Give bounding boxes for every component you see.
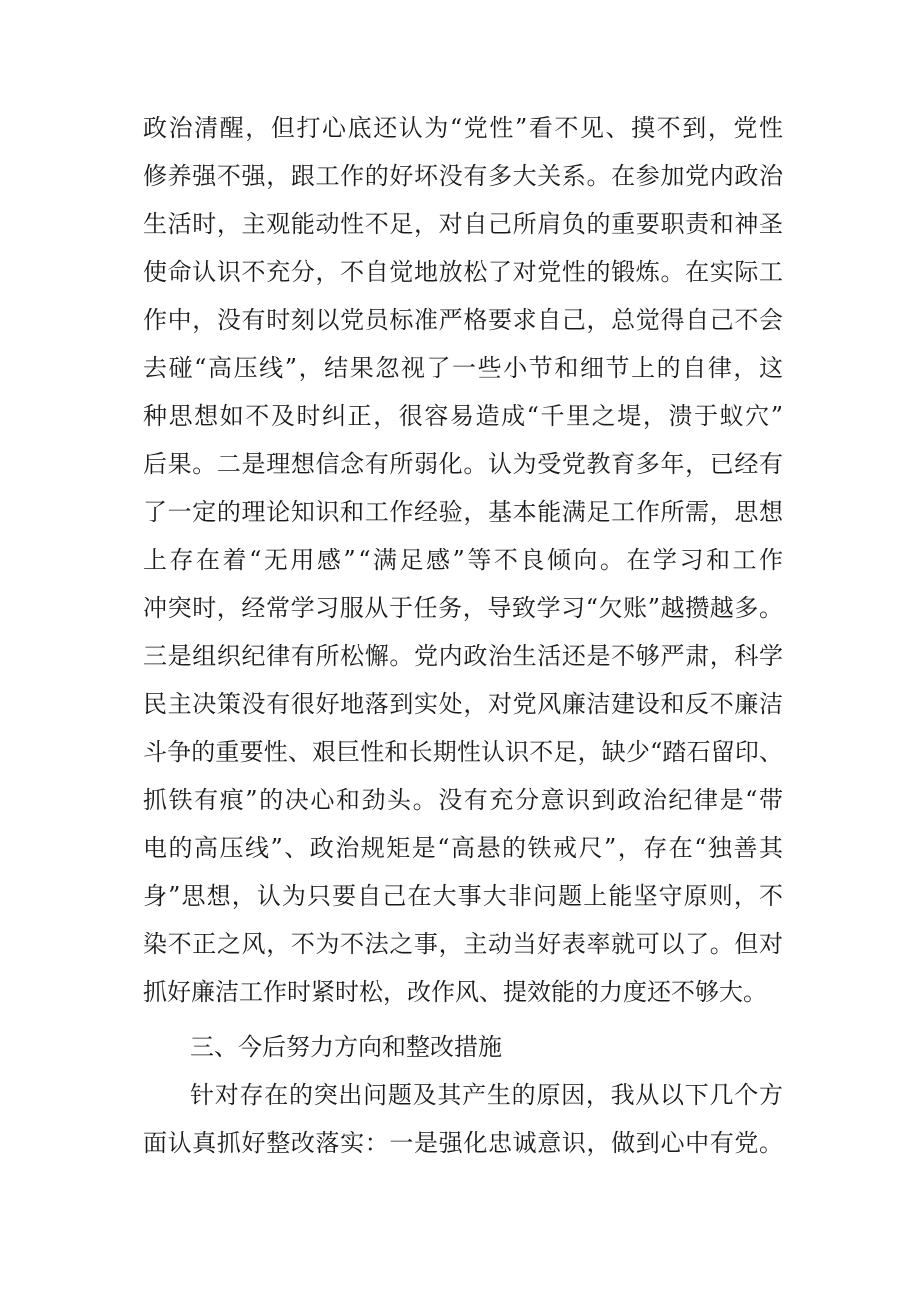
- paragraph-1-line: 抓好廉洁工作时紧时松，改作风、提效能的力度还不够大。: [143, 978, 767, 1006]
- paragraph-1-line: 三是组织纪律有所松懈。党内政治生活还是不够严肃，科学: [143, 642, 784, 670]
- paragraph-1-line: 政治清醒，但打心底还认为“党性”看不见、摸不到，党性: [143, 114, 785, 142]
- paragraph-2-line: 针对存在的突出问题及其产生的原因，我从以下几个方: [190, 1081, 784, 1109]
- paragraph-1-line: 染不正之风，不为不法之事，主动当好表率就可以了。但对: [143, 930, 784, 958]
- paragraph-1-line: 斗争的重要性、艰巨性和长期性认识不足，缺少“踏石留印、: [143, 738, 784, 766]
- paragraph-1-line: 电的高压线”、政治规矩是“高悬的铁戒尺”，存在“独善其: [143, 834, 785, 862]
- paragraph-1-line: 上存在着“无用感”“满足感”等不良倾向。在学习和工作: [143, 546, 786, 574]
- paragraph-1-line: 作中，没有时刻以党员标准严格要求自己，总觉得自己不会: [143, 306, 784, 334]
- paragraph-1-line: 去碰“高压线”，结果忽视了一些小节和细节上的自律，这: [143, 354, 785, 382]
- paragraph-2-line: 面认真抓好整改落实：一是强化忠诚意识，做到心中有党。: [143, 1129, 784, 1157]
- section-heading: 三、今后努力方向和整改措施: [190, 1033, 502, 1061]
- paragraph-1-line: 了一定的理论知识和工作经验，基本能满足工作所需，思想: [143, 498, 784, 526]
- paragraph-2: [143, 1071, 783, 1167]
- paragraph-1-line: 民主决策没有很好地落到实处，对党风廉洁建设和反不廉洁: [143, 690, 784, 718]
- paragraph-1: [143, 104, 786, 1016]
- paragraph-1-line: 使命认识不充分，不自觉地放松了对党性的锻炼。在实际工: [143, 258, 784, 286]
- paragraph-1-line: 后果。二是理想信念有所弱化。认为受党教育多年，已经有: [143, 450, 784, 478]
- paragraph-1-line: 冲突时，经常学习服从于任务，导致学习“欠账”越攒越多。: [143, 594, 784, 622]
- paragraph-1-line: 修养强不强，跟工作的好坏没有多大关系。在参加党内政治: [143, 162, 784, 190]
- paragraph-1-line: 生活时，主观能动性不足，对自己所肩负的重要职责和神圣: [143, 210, 784, 238]
- paragraph-1-line: 种思想如不及时纠正，很容易造成“千里之堤，溃于蚁穴”: [143, 402, 785, 430]
- paragraph-1-line: 身”思想，认为只要自己在大事大非问题上能坚守原则，不: [143, 882, 785, 910]
- paragraph-1-line: 抓铁有痕”的决心和劲头。没有充分意识到政治纪律是“带: [143, 786, 785, 814]
